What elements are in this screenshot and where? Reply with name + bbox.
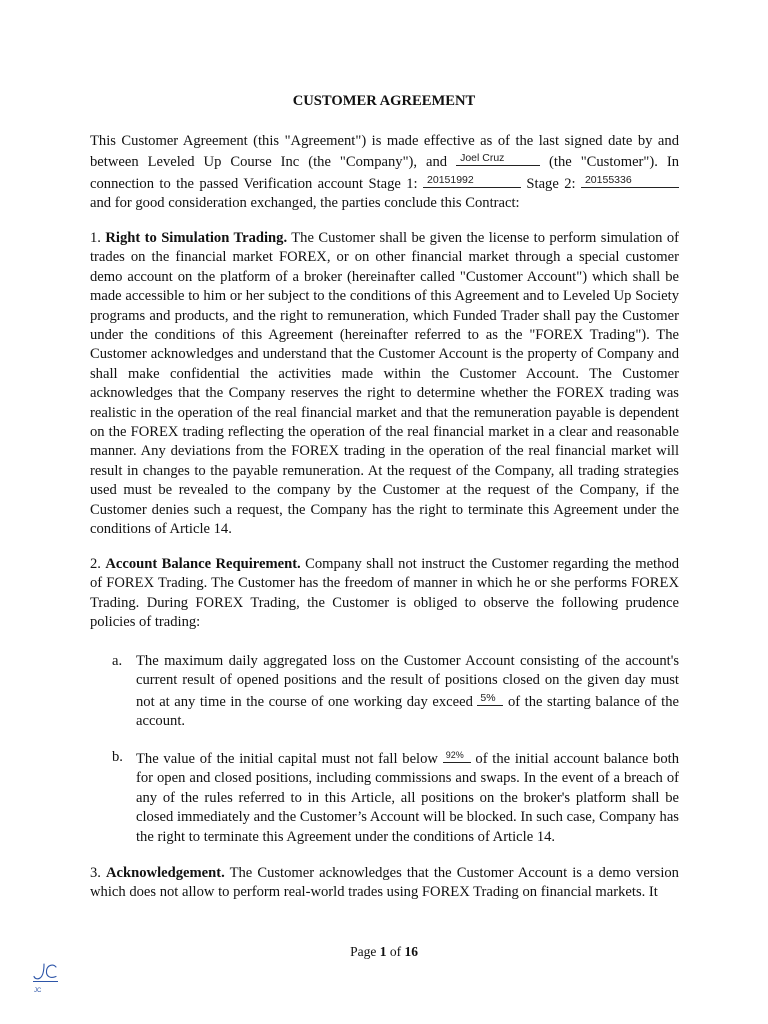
intro-text-2: (the "Customer"). In connection to the passed Verification account Stage 1: [90, 154, 679, 192]
intro-paragraph [90, 132, 679, 214]
section-1-body: The Customer shall be given the license to perform simulation of trades on the financial market FOREX, or on other financial market through a special customer demo account on the platform of a broker (hereinafter called "Customer Account") which shall be made accessible to him or her subject to the conditions of this Agreement and to Leveled Up Society programs and products, and the right to remuneration, which Funded Trader shall pay the Customer under the conditions of this Agreement (hereinafter referred to as the "FOREX Trading"). The Customer acknowledges and understand that the Customer Account is the property of Company and shall make confidential the activities made within the Customer Account. The Customer acknowledges that the Company reserves the right to determine whether the FOREX trading was realistic in the operation of the real financial market and that the remuneration payable is dependent on the FOREX trading reflecting the operation of the real financial market in a clear and reasonable manner. Any deviations from the FOREX trading in the operation of the real financial market will result in changes to the payable remuneration. At the request of the Company, all trading strategies used must be revealed to the company by the Customer at the request of the Company, if the Customer denies such a request, the Company has the right to terminate this Agreement under the conditions of Article 14. [90, 230, 679, 538]
of-word: of [389, 944, 402, 959]
section-1-paragraph [90, 229, 679, 540]
initials-signature-icon [31, 960, 61, 984]
section-2-number: 2. [90, 556, 101, 572]
item-a-marker: a. [112, 653, 123, 669]
section-2-item-b [112, 748, 679, 847]
intro-text-1: This Customer Agreement (this "Agreement") is made effective as of the last signed date by and between Leveled Up Course Inc (the "Company"), and [90, 133, 679, 171]
stage2-field[interactable] [581, 173, 679, 188]
document-title: CUSTOMER AGREEMENT [292, 93, 476, 109]
item-a-text-1: The maximum daily aggregated loss on the Customer Account consisting of the account's current result of opened positions and the result of positions closed on the given day must not at any time in the course of one working day exceed [136, 653, 679, 710]
min-capital-field[interactable] [443, 748, 471, 763]
section-3-paragraph [90, 864, 679, 903]
max-daily-loss-field[interactable] [477, 691, 503, 706]
section-3-number: 3. [90, 865, 101, 881]
item-b-text-2: of the initial account balance both for open and closed positions, including commissions and swaps. In the event of a breach of any of the rules referred to in this Article, all positions on the broker's platform shall be closed immediately and the Customer’s Account will be blocked. In such case, Company has the right to terminate this Agreement under the conditions of Article 14. [136, 751, 679, 845]
page-number: 1 [379, 944, 387, 959]
intro-text-4: and for good consideration exchanged, the parties conclude this Contract: [90, 195, 520, 212]
stage1-field[interactable] [423, 173, 521, 188]
stage1-value: 20151992 [427, 173, 474, 186]
item-a-text-2: of the starting balance of the account. [136, 693, 679, 730]
page-word: Page [350, 944, 377, 959]
section-1-number: 1. [90, 230, 101, 246]
section-2-heading: Account Balance Requirement. [105, 556, 301, 572]
item-b-text-1: The value of the initial capital must not fall below [136, 751, 438, 767]
customer-name-field[interactable] [456, 151, 540, 166]
initials-label: JC [34, 988, 42, 994]
section-2-body: Company shall not instruct the Customer regarding the method of FOREX Trading. The Customer has the freedom of manner in which he or she performs FOREX Trading. During FOREX Trading, the Customer is obliged to observe the following prudence policies of trading: [90, 556, 679, 631]
item-b-marker: b. [112, 749, 123, 765]
page-total: 16 [404, 944, 418, 959]
stage2-value: 20155336 [584, 173, 632, 186]
section-3-heading: Acknowledgement. [106, 865, 225, 881]
min-capital-value: 92% [445, 750, 464, 760]
max-daily-loss-value: 5% [480, 691, 496, 704]
section-2-item-a [112, 652, 679, 732]
section-3-body: The Customer acknowledges that the Customer Account is a demo version which does not allow to perform real-world trades using FOREX Trading on financial markets. It [90, 865, 679, 901]
section-1-heading: Right to Simulation Trading. [105, 230, 288, 246]
intro-text-3: Stage 2: [526, 175, 576, 192]
customer-name-value: Joel Cruz [460, 152, 505, 165]
section-2-paragraph [90, 555, 679, 633]
initials-stamp [31, 960, 61, 994]
page-footer [0, 942, 768, 961]
